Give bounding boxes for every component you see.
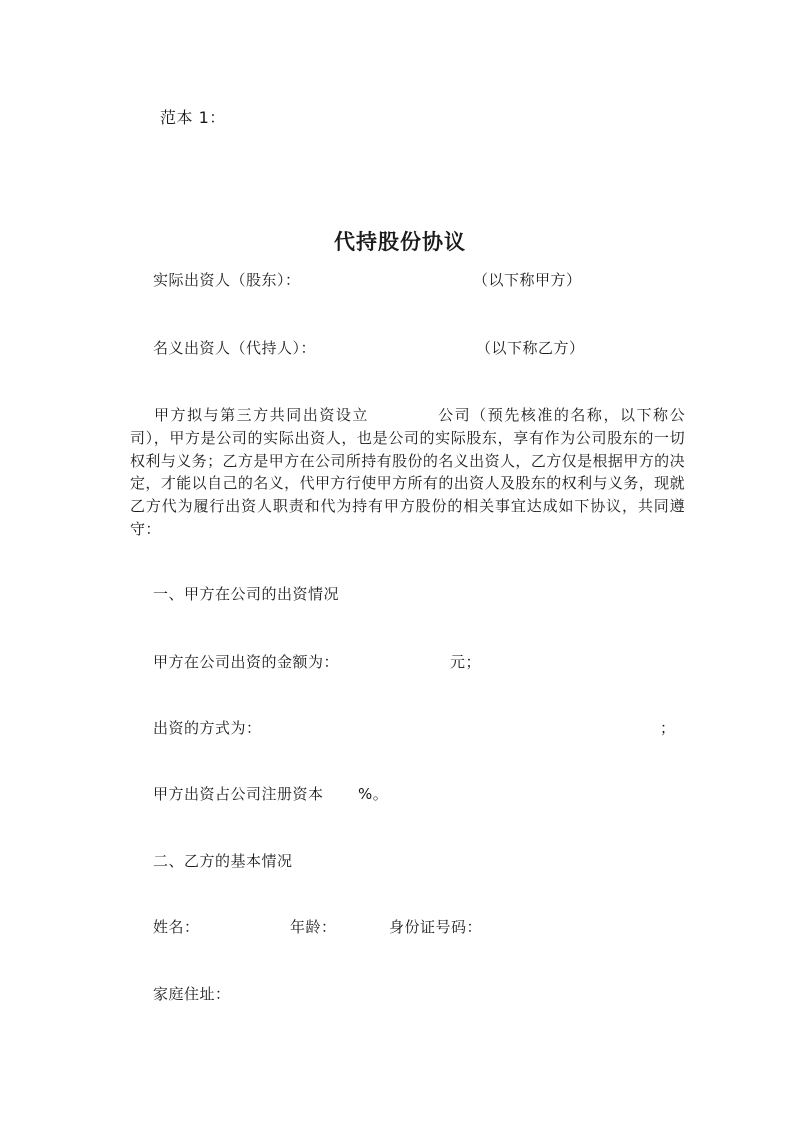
method-label: 出资的方式为：	[153, 719, 262, 737]
id-label: 身份证号码：	[389, 918, 483, 936]
section2-heading: 二、乙方的基本情况	[153, 852, 293, 870]
sample-label: 范本 1：	[160, 108, 226, 127]
party-a-suffix: （以下称甲方）	[473, 271, 582, 289]
ratio-label: 甲方出资占公司注册资本	[153, 785, 324, 803]
name-label: 姓名：	[153, 918, 200, 936]
age-label: 年龄：	[290, 918, 337, 936]
method-end: ；	[660, 719, 676, 737]
party-b-label: 名义出资人（代持人）：	[153, 339, 317, 357]
preamble-part2: 公司（预先核准的名称，以下称公司），甲方是公司的实际出资人，也是公司的实际股东，享有作为公司股东的一切权利与义务；乙方是甲方在公司所持有股份的名义出资人，乙方仅是根据甲方的决定，才能以自己的名义，代甲方行使甲方所有的出资人及股东的权利与义务，现就乙方代为履行出资人职责和代为持有甲方股份的相关事宜达成如下协议，共同遵守：	[130, 406, 685, 538]
party-a-label: 实际出资人（股东）：	[153, 271, 301, 289]
ratio-unit: %。	[358, 785, 389, 803]
section1-heading: 一、甲方在公司的出资情况	[153, 585, 340, 603]
amount-unit: 元；	[450, 653, 482, 671]
preamble-paragraph	[130, 404, 685, 541]
amount-label: 甲方在公司出资的金额为：	[153, 653, 340, 671]
party-b-suffix: （以下称乙方）	[476, 339, 585, 357]
document-title: 代持股份协议	[334, 230, 466, 254]
address-label: 家庭住址：	[153, 985, 231, 1003]
preamble-part1: 甲方拟与第三方共同出资设立	[154, 406, 369, 424]
